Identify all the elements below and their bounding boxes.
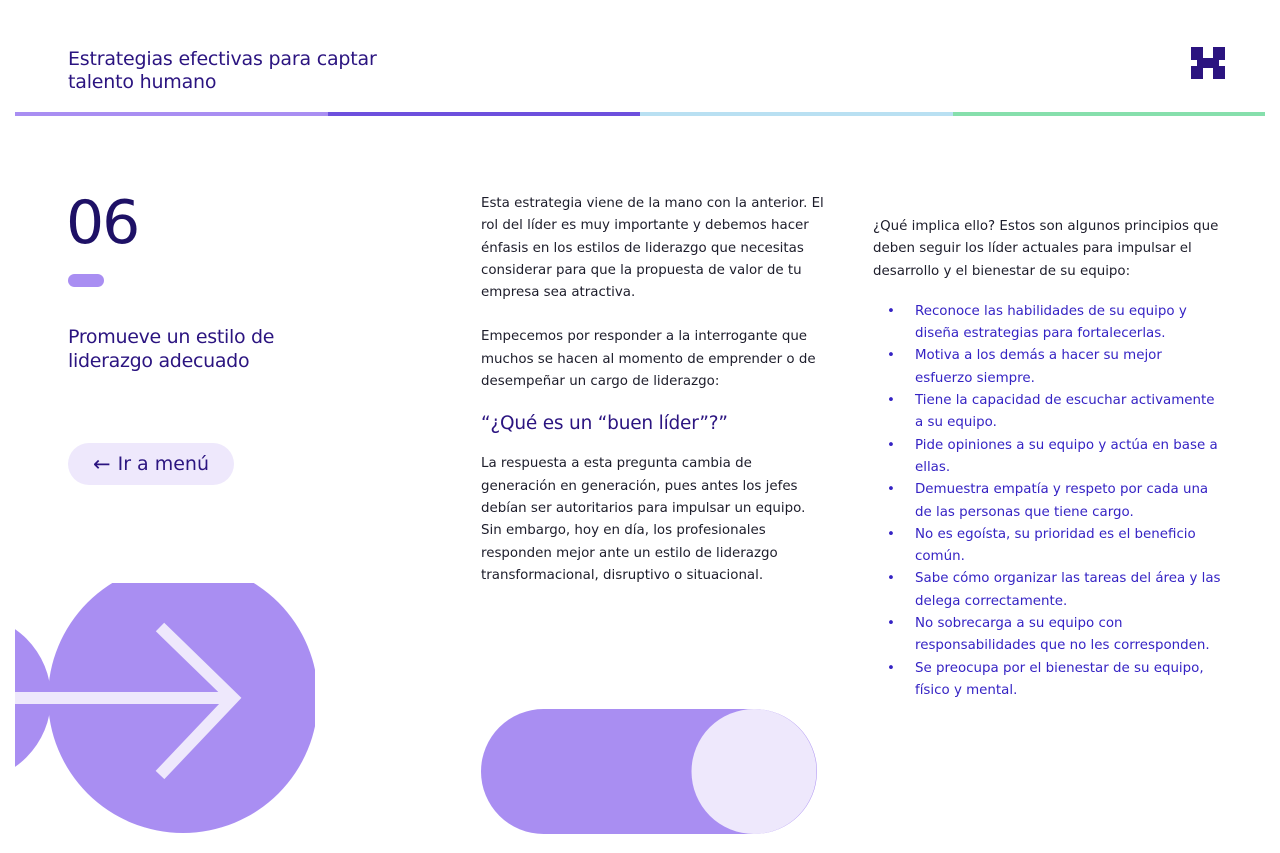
main-content-column [481,193,826,587]
document-title: Estrategias efectivas para captar talento humano [68,48,377,93]
bullet-icon: • [887,571,895,587]
body-paragraph: Empecemos por responder a la interrogante que muchos se hacen al momento de emprender o de desempeñar un cargo de liderazgo: [481,329,816,390]
bullet-icon: • [887,482,895,498]
body-paragraph: Esta estrategia viene de la mano con la anterior. El rol del líder es muy importante y debemos hacer énfasis en los estilos de liderazgo que necesitas considerar para que la propuesta de valor de tu empresa sea atractiva. [481,196,824,301]
bullet-icon: • [887,303,895,319]
list-item: • Se preocupa por el bienestar de su equipo, físico y mental. [873,658,1223,703]
back-to-menu-button[interactable] [68,443,234,485]
progress-segment [640,112,953,116]
menu-button-label: Ir a menú [117,453,210,475]
list-item: • No es egoísta, su prioridad es el beneficio común. [873,524,1223,569]
list-item: • Demuestra empatía y respeto por cada una de las personas que tiene cargo. [873,479,1223,524]
list-item: • Motiva a los demás a hacer su mejor esfuerzo siempre. [873,345,1223,390]
list-item: • No sobrecarga a su equipo con responsabilidades que no les corresponden. [873,613,1223,658]
bullet-icon: • [887,437,895,453]
list-item: • Pide opiniones a su equipo y actúa en base a ellas. [873,435,1223,480]
bullet-icon: • [887,616,895,632]
list-item: • Reconoce las habilidades de su equipo y diseña estrategias para fortalecerlas. [873,301,1223,346]
arrow-circle-decoration [15,583,315,833]
progress-bar [15,112,1265,116]
brand-logo-icon [1191,47,1225,79]
subheading: “¿Qué es un “buen líder”?” [481,413,728,435]
section-number: 06 [66,188,139,258]
bullet-icon: • [887,660,895,676]
toggle-pill-icon [481,709,817,834]
progress-segment [15,112,328,116]
principles-list [873,301,1223,702]
principles-intro: ¿Qué implica ello? Estos son algunos principios que deben seguir los líder actuales para impulsar el desarrollo y el bienestar de su equipo: [873,219,1219,279]
list-item: • Tiene la capacidad de escuchar activamente a su equipo. [873,390,1223,435]
bullet-icon: • [887,526,895,542]
bullet-icon: • [887,393,895,409]
section-number-pill [68,274,104,287]
list-item: • Sabe cómo organizar las tareas del área y las delega correctamente. [873,568,1223,613]
section-heading: Promueve un estilo de liderazgo adecuado [68,326,275,372]
body-paragraph: La respuesta a esta pregunta cambia de generación en generación, pues antes los jefes debían ser autoritarios para impulsar un equipo. Sin embargo, hoy en día, los profesionales responden mejor ante un estilo de liderazgo transformacional, disruptivo o situacional. [481,456,806,583]
bullet-icon: • [887,348,895,364]
progress-segment [328,112,641,116]
progress-segment [953,112,1266,116]
arrow-left-icon: ← [92,451,111,476]
principles-column [873,216,1223,702]
